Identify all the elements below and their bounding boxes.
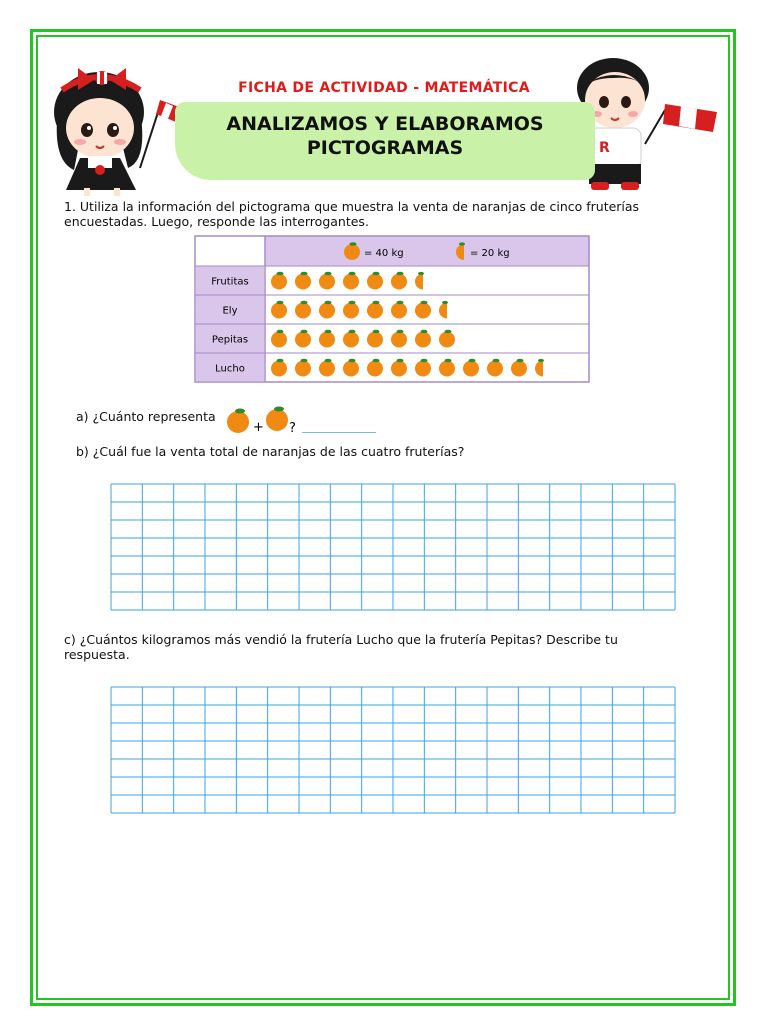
row-icons-cell [265, 266, 589, 295]
orange-icon [343, 303, 359, 319]
question-1-text: 1. Utiliza la información del pictograma que muestra la venta de naranjas de cinco fruterías encuestadas. Luego, responde las interrogantes. [64, 199, 640, 229]
leaf-icon [421, 359, 428, 363]
pictogram-row [195, 295, 589, 324]
leaf-icon [277, 301, 284, 305]
leaf-icon [277, 330, 284, 334]
orange-icon [487, 361, 503, 377]
leaf-icon [397, 359, 404, 363]
leaf-icon [349, 301, 356, 305]
half-orange-icon [439, 303, 447, 319]
orange-icon [295, 303, 311, 319]
leaf-icon [277, 272, 284, 276]
leaf-icon [301, 301, 308, 305]
leaf-icon [373, 301, 380, 305]
orange-icon [511, 361, 527, 377]
leaf-icon [397, 301, 404, 305]
leaf-icon [397, 330, 404, 334]
question-a-orange-sum [226, 406, 306, 436]
pictogram-row [195, 324, 589, 353]
leaf-icon [349, 330, 356, 334]
orange-icon [439, 332, 455, 348]
pictogram-row [195, 266, 589, 295]
orange-icon [344, 244, 360, 260]
orange-icon [271, 274, 287, 290]
orange-icon [391, 332, 407, 348]
orange-icon [391, 361, 407, 377]
row-label: Ely [222, 305, 238, 317]
orange-icon [343, 274, 359, 290]
leaf-icon [421, 330, 428, 334]
orange-icon [266, 407, 288, 432]
legend-full-label: = 40 kg [364, 248, 404, 259]
orange-icon [271, 332, 287, 348]
leaf-icon [397, 272, 404, 276]
orange-icon [367, 303, 383, 319]
leaf-icon [469, 359, 476, 363]
row-label: Pepitas [211, 334, 249, 346]
leaf-icon [325, 272, 332, 276]
answer-grid-c[interactable] [110, 686, 676, 814]
svg-text:R: R [599, 140, 610, 156]
question-c-text: c) ¿Cuántos kilogramos más vendió la frutería Lucho que la frutería Pepitas? Describe tu respuesta. [64, 632, 618, 662]
orange-icon [271, 303, 287, 319]
leaf-icon [445, 330, 452, 334]
orange-icon [415, 303, 431, 319]
pictogram-row [195, 353, 589, 382]
leaf-icon [538, 359, 544, 362]
orange-icon [319, 361, 335, 377]
half-orange-icon [535, 361, 543, 377]
row-label: Frutitas [211, 276, 249, 288]
leaf-icon [442, 301, 448, 304]
legend-header [265, 236, 589, 266]
plus-sign: + [253, 420, 264, 435]
title-line-2: PICTOGRAMAS [306, 137, 464, 159]
leaf-icon [301, 359, 308, 363]
leaf-icon [349, 359, 356, 363]
orange-icon [367, 274, 383, 290]
orange-icon [391, 303, 407, 319]
orange-icon [343, 332, 359, 348]
leaf-icon [350, 242, 357, 246]
orange-icon [367, 332, 383, 348]
orange-icon [391, 274, 407, 290]
orange-icon [367, 361, 383, 377]
orange-icon [319, 303, 335, 319]
leaf-icon [325, 359, 332, 363]
row-label: Lucho [215, 363, 245, 375]
orange-icon [295, 274, 311, 290]
orange-icon [415, 361, 431, 377]
leaf-icon [493, 359, 500, 363]
half-orange-icon [415, 274, 423, 290]
leaf-icon [349, 272, 356, 276]
orange-icon [439, 361, 455, 377]
worksheet-title [175, 112, 595, 160]
leaf-icon [445, 359, 452, 363]
orange-icon [295, 361, 311, 377]
leaf-icon [301, 330, 308, 334]
leaf-icon [373, 272, 380, 276]
leaf-icon [373, 359, 380, 363]
legend-half-label: = 20 kg [470, 248, 510, 259]
orange-icon [463, 361, 479, 377]
orange-icon [295, 332, 311, 348]
pictogram-table [194, 235, 590, 385]
leaf-icon [325, 330, 332, 334]
leaf-icon [517, 359, 524, 363]
orange-icon [319, 332, 335, 348]
leaf-icon [373, 330, 380, 334]
question-a-text: a) ¿Cuánto representa [76, 409, 216, 424]
leaf-icon [421, 301, 428, 305]
question-b-text: b) ¿Cuál fue la venta total de naranjas de las cuatro fruterías? [76, 444, 465, 459]
orange-icon [271, 361, 287, 377]
girl-with-flag-illustration [44, 50, 184, 198]
leaf-icon [301, 272, 308, 276]
answer-grid-b[interactable] [110, 483, 676, 611]
answer-a-line[interactable] [302, 432, 376, 433]
leaf-icon [418, 272, 424, 275]
leaf-icon [325, 301, 332, 305]
orange-icon [319, 274, 335, 290]
orange-icon [415, 332, 431, 348]
title-line-1: ANALIZAMOS Y ELABORAMOS [226, 113, 544, 135]
worksheet-subtitle: FICHA DE ACTIVIDAD - MATEMÁTICA [238, 80, 530, 96]
orange-icon [343, 361, 359, 377]
orange-icon [227, 409, 249, 434]
leaf-icon [277, 359, 284, 363]
question-mark: ? [289, 421, 296, 436]
leaf-icon [459, 242, 465, 245]
